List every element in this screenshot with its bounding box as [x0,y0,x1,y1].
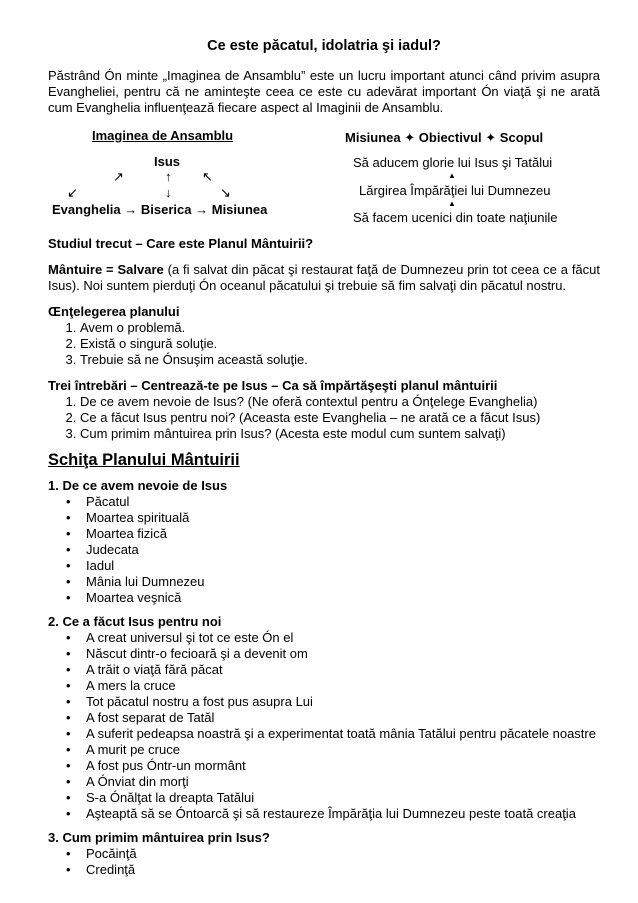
list-item: • Aşteaptă să se Óntoarcă şi să restaureze Împărăţia lui Dumnezeu peste toată creaţia [48,806,600,822]
list-item: • Tot păcatul nostru a fost pus asupra Lui [48,694,600,710]
list-item: • Pocăinţă [48,846,600,862]
arrow-down-icon: ↓ [165,185,172,200]
list-item: • A Ónviat din morţi [48,774,600,790]
heading-scopul: Scopul [499,130,544,145]
section-heading: 3. Cum primim mântuirea prin Isus? [48,830,270,845]
bullet-list [48,630,600,822]
list-item: 2. Există o singură soluţie. [80,336,600,352]
arrow-up-left-icon: ↖ [202,169,213,184]
list-item: • A creat universul şi tot ce este Ón el [48,630,600,646]
star-icon: ✦ [404,130,416,145]
diagram-left-heading: Imaginea de Ansamblu [92,128,234,143]
intro-paragraph: Păstrând Ón minte „Imaginea de Ansamblu” este un lucru important atunci când privim asupra Evangheliei, pentru că ne aminteşte ceea ce este cu adevărat important Ón viaţă şi ne arată cum Evanghelia influenţează fiecare aspect al Imaginii de Ansamblu. [48,68,600,115]
list-item: • Moartea fizică [48,526,600,542]
list-item: • Mânia lui Dumnezeu [48,574,600,590]
list-item: • A fost pus Óntr-un mormânt [48,758,600,774]
understanding-heading: Œnţelegerea planului [48,304,180,319]
list-item: • Păcatul [48,494,600,510]
goal-item: Lărgirea Împărăţiei lui Dumnezeu [359,183,551,198]
label-evanghelia: Evanghelia [52,202,121,217]
arrow-up-icon: ↑ [165,169,172,184]
list-item: 1. Avem o problemă. [80,320,600,336]
list-item: • A suferit pedeapsa noastră şi a experimentat toată mânia Tatălui pentru păcatele noastre [48,726,600,742]
diagram-center-isus: Isus [154,154,181,169]
list-item: • Moartea spirituală [48,510,600,526]
diagram-right-heading [345,130,543,146]
list-item: 1. De ce avem nevoie de Isus? (Ne oferă contextul pentru a Ónţelege Evanghelia) [80,394,600,410]
outline-section-3 [48,830,600,878]
section-heading: 2. Ce a făcut Isus pentru noi [48,614,222,629]
mantuire-lead: Mântuire = Salvare [48,262,164,277]
goal-item: Să facem ucenici din toate naţiunile [353,210,558,225]
heading-misiunea: Misiunea [345,130,401,145]
understanding-list [48,320,600,368]
study-heading: Studiul trecut – Care este Planul Mântuirii? [48,236,314,251]
arrow-down-left-icon: ↙ [67,185,78,200]
mantuire-paragraph [48,262,600,294]
triangle-up-icon: ▲ [448,171,456,180]
list-item: • Credinţă [48,862,600,878]
bullet-list [48,494,600,606]
heading-obiectivul: Obiectivul [418,130,482,145]
goal-item: Să aducem glorie lui Isus şi Tatălui [353,155,553,170]
label-biserica: Biserica [140,202,192,217]
list-item: 3. Cum primim mântuirea prin Isus? (Acesta este modul cum suntem salvaţi) [80,426,600,442]
list-item: • Judecata [48,542,600,558]
list-item: 2. Ce a făcut Isus pentru noi? (Aceasta este Evanghelia – ne arată ce a făcut Isus) [80,410,600,426]
list-item: • Iadul [48,558,600,574]
page-title: Ce este păcatul, idolatria şi iadul? [207,38,441,54]
outline-section-1 [48,478,600,606]
list-item: • A fost separat de Tatăl [48,710,600,726]
document-page [48,38,600,886]
arrow-down-right-icon: ↘ [220,185,231,200]
arrow-up-right-icon: ↗ [113,169,124,184]
three-questions-heading: Trei întrebări – Centrează-te pe Isus – Ca să împărtăşeşti planul mântuirii [48,378,498,393]
label-misiunea: Misiunea [211,202,268,217]
list-item: • S-a Ónălţat la dreapta Tatălui [48,790,600,806]
arrow-right-icon: → [195,202,209,217]
big-picture-diagram [48,128,600,236]
arrow-right-icon: → [124,202,138,217]
section-heading: 1. De ce avem nevoie de Isus [48,478,228,493]
list-item: • A murit pe cruce [48,742,600,758]
diagram-bottom-row [52,202,267,218]
outline-section-2 [48,614,600,822]
list-item: • Moartea veşnică [48,590,600,606]
triangle-up-icon: ▲ [448,199,456,208]
three-questions-list [48,394,600,442]
outline-heading: Schiţa Planului Mântuirii [48,451,240,469]
list-item: • A mers la cruce [48,678,600,694]
mantuire-text: (a fi salvat din păcat şi restaurat faţă de Dumnezeu prin tot ceea ce a făcut Isus). Noi suntem pierduţi Ón oceanul păcatului şi trebuie să fim salvaţi din păcatul nostru. [48,262,600,293]
bullet-list [48,846,600,878]
list-item: • A trăit o viaţă fără păcat [48,662,600,678]
star-icon: ✦ [485,130,497,145]
list-item: 3. Trebuie să ne Ónsuşim această soluţie. [80,352,600,368]
list-item: • Născut dintr-o fecioară şi a devenit om [48,646,600,662]
